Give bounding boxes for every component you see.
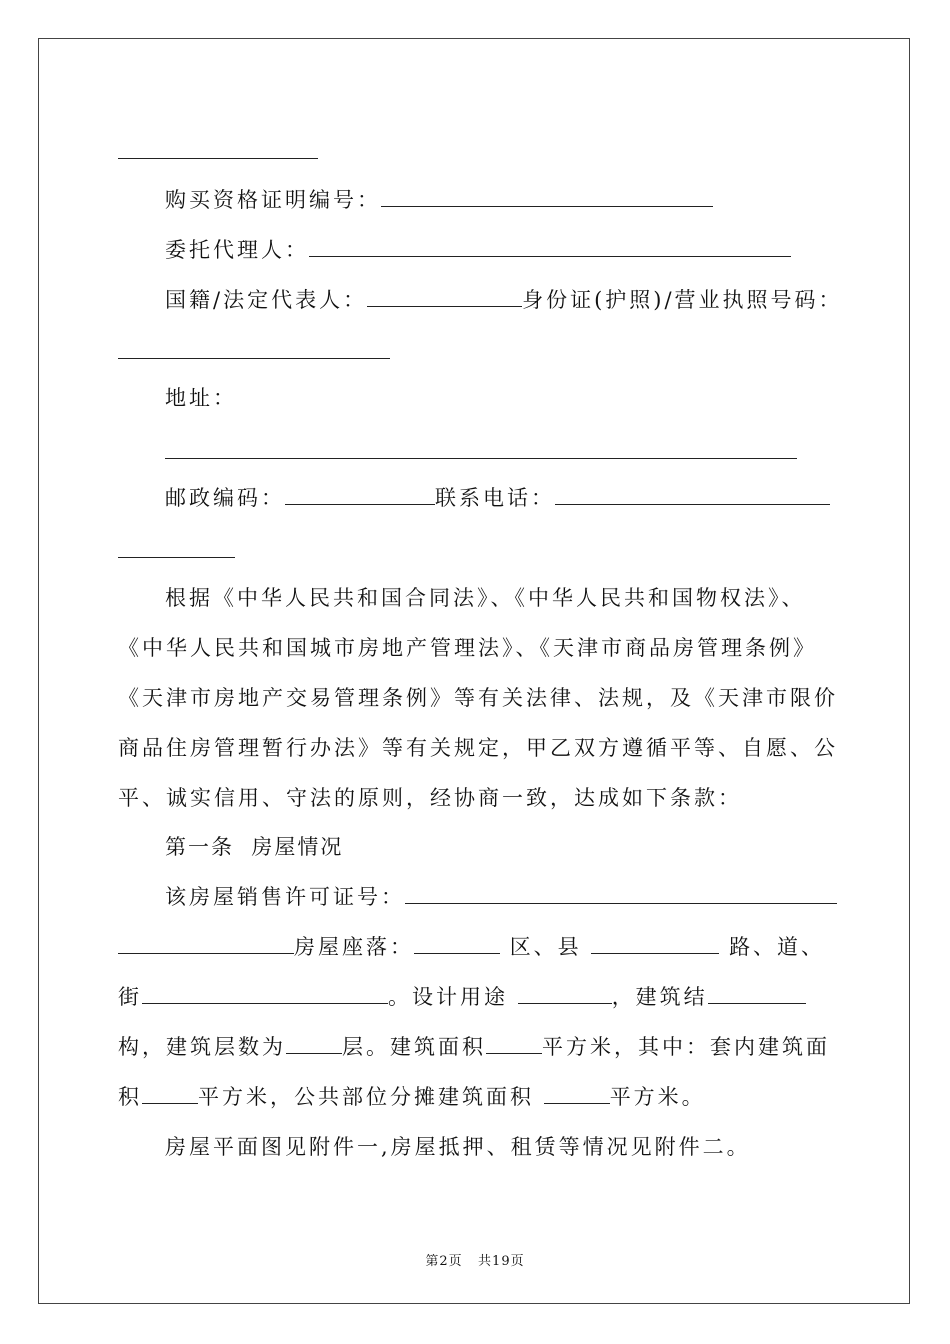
nationality-row <box>165 285 843 315</box>
attachments-line: 房屋平面图见附件一,房屋抵押、租赁等情况见附件二。 <box>165 1135 751 1159</box>
nationality-blank <box>367 286 522 307</box>
purchase-cert-row <box>165 185 713 215</box>
agent-blank <box>309 236 791 257</box>
location-row <box>118 932 825 962</box>
postcode-label: 邮政编码： <box>165 486 285 510</box>
street-text: 街 <box>118 985 142 1009</box>
public-area-text: 平方米，公共部位分摊建筑面积 <box>198 1085 534 1109</box>
address-row <box>165 383 237 413</box>
license-row <box>165 882 837 912</box>
structure-blank <box>708 983 806 1004</box>
nationality-label: 国籍/法定代表人： <box>165 288 368 312</box>
phone-blank <box>555 484 830 505</box>
license-label: 该房屋销售许可证号： <box>165 885 405 909</box>
floors-row <box>118 1032 830 1062</box>
sqm-among: 平方米，其中：套内建筑面 <box>542 1035 830 1059</box>
id-label: 身份证(护照)/营业执照号码： <box>522 288 843 312</box>
phone-blank-cont <box>118 557 235 558</box>
preamble-line-2: 《中华人民共和国城市房地产管理法》、《天津市商品房管理条例》 <box>118 636 817 660</box>
postcode-blank <box>285 484 435 505</box>
usage-blank <box>518 983 612 1004</box>
location-label: 房屋座落： <box>294 935 414 959</box>
preamble-line-5: 平、诚实信用、守法的原则，经协商一致，达成如下条款： <box>118 786 742 810</box>
district-text: 区、县 <box>509 935 582 959</box>
area-row <box>118 1082 706 1112</box>
area-blank <box>486 1033 542 1054</box>
preamble-line-1: 根据《中华人民共和国合同法》、《中华人民共和国物权法》、 <box>165 586 806 610</box>
address-label: 地址： <box>165 386 237 410</box>
structure-cont: 构，建筑层数为 <box>118 1035 286 1059</box>
street-row <box>118 982 806 1012</box>
street-blank <box>142 983 388 1004</box>
floors-unit: 层。建筑面积 <box>342 1035 486 1059</box>
preamble-line-3: 《天津市房地产交易管理条例》等有关法律、法规，及《天津市限价 <box>118 686 838 710</box>
usage-text: 。设计用途 <box>388 985 508 1009</box>
postcode-row <box>165 483 830 513</box>
address-blank <box>165 458 797 459</box>
page-footer: 第2页 共19页 <box>425 1254 525 1269</box>
license-blank-cont <box>118 933 294 954</box>
phone-label: 联系电话： <box>435 486 555 510</box>
id-blank <box>118 358 390 359</box>
agent-label: 委托代理人： <box>165 238 309 262</box>
structure-text: ，建筑结 <box>611 985 708 1009</box>
license-blank <box>405 883 837 904</box>
district-blank <box>414 933 500 954</box>
public-area-blank <box>544 1083 610 1104</box>
inner-area-blank <box>142 1083 198 1104</box>
preamble-line-4: 商品住房管理暂行办法》等有关规定，甲乙双方遵循平等、自愿、公 <box>118 736 838 760</box>
article-heading: 第一条 房屋情况 <box>165 835 344 859</box>
blank-line <box>118 158 318 159</box>
road-blank <box>591 933 719 954</box>
area-prefix: 积 <box>118 1085 142 1109</box>
road-text: 路、道、 <box>729 935 826 959</box>
agent-row <box>165 235 791 265</box>
purchase-cert-label: 购买资格证明编号： <box>165 188 381 212</box>
sqm-end: 平方米。 <box>609 1085 706 1109</box>
purchase-cert-blank <box>381 186 713 207</box>
page-border <box>38 38 910 1304</box>
floors-blank <box>286 1033 342 1054</box>
